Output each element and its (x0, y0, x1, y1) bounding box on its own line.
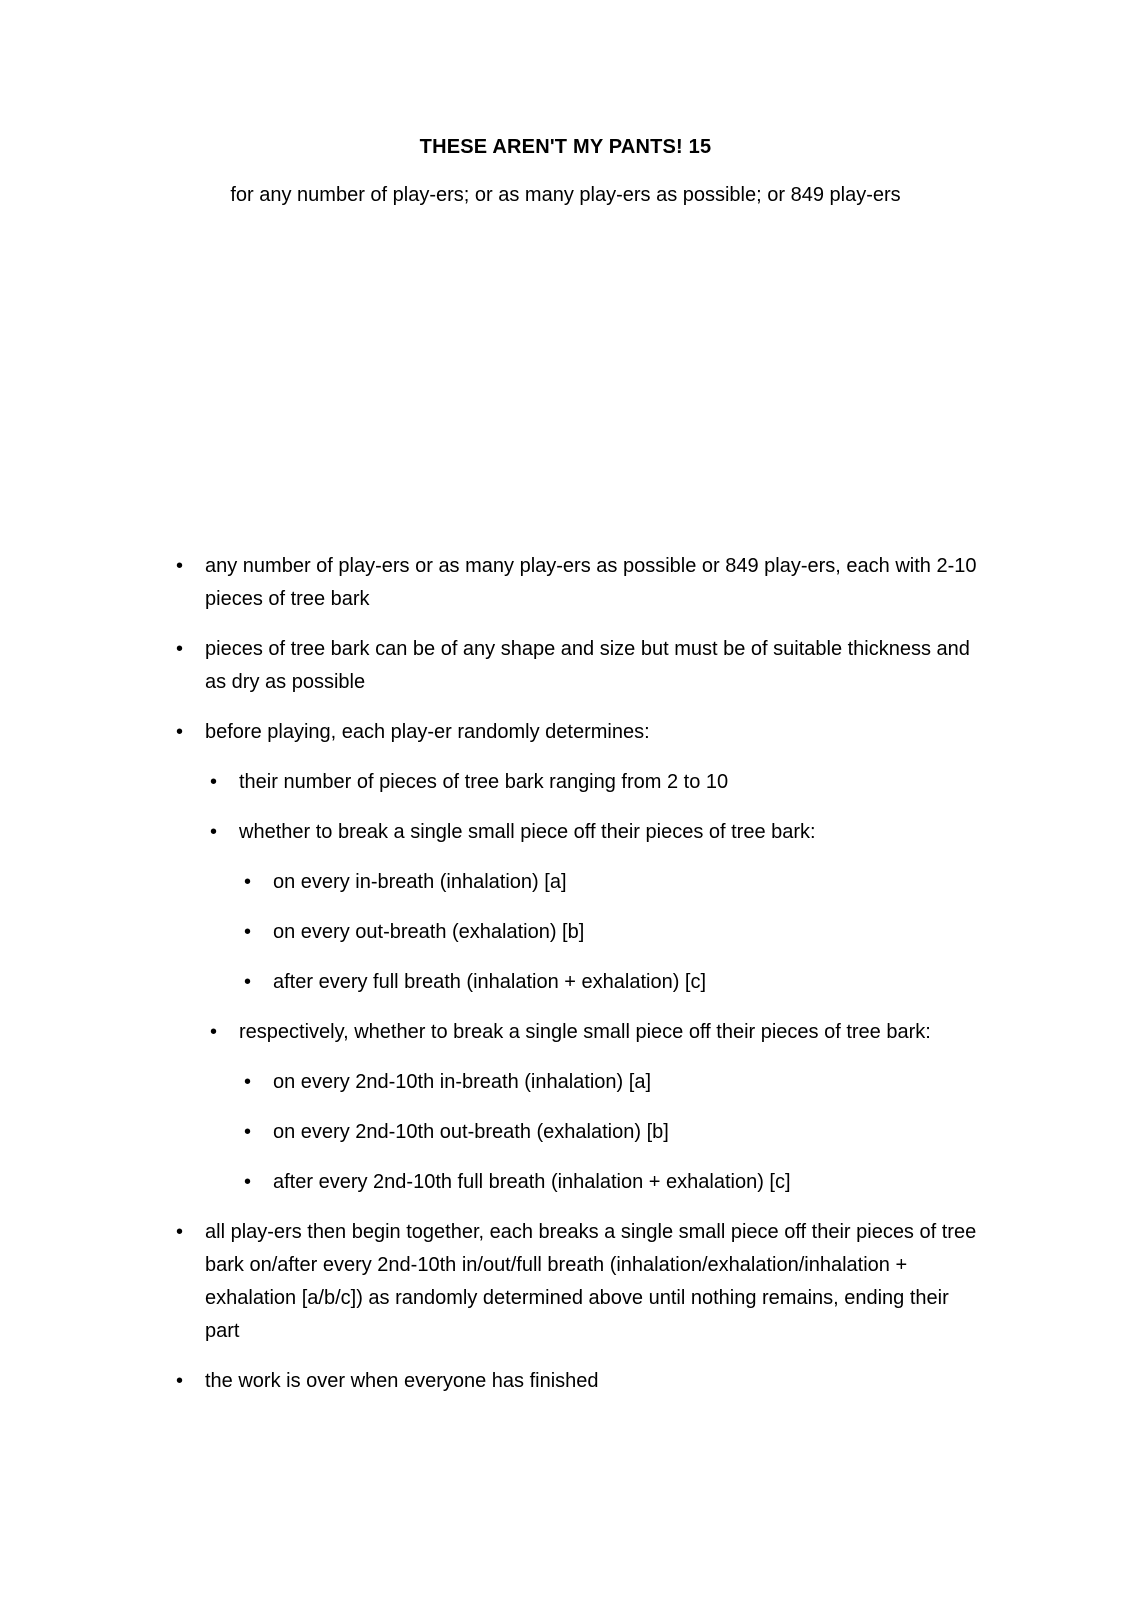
list-item (0, 1166, 985, 1199)
list-item-text: on every out-breath (exhalation) [b] (273, 921, 585, 943)
bullet-icon: • (176, 721, 184, 743)
list-item-text: pieces of tree bark can be of any shape and size but must be of suitable thickness and as dry as possible (205, 638, 970, 693)
bullet-icon: • (176, 638, 184, 660)
list-item (0, 1365, 985, 1398)
list-item (0, 916, 985, 949)
list-item (0, 866, 985, 899)
bullet-icon: • (176, 555, 184, 577)
list-item-text: any number of play-ers or as many play-ers as possible or 849 play-ers, each with 2-10 pieces of tree bark (205, 555, 977, 610)
list-item-text: on every in-breath (inhalation) [a] (273, 871, 567, 893)
page-subtitle: for any number of play-ers; or as many play-ers as possible; or 849 play-ers (230, 184, 901, 206)
bullet-icon: • (244, 1171, 252, 1193)
list-item (0, 766, 985, 799)
bullet-icon: • (244, 921, 252, 943)
list-item-text: respectively, whether to break a single small piece off their pieces of tree bark: (239, 1021, 931, 1043)
list-item-text: after every 2nd-10th full breath (inhalation + exhalation) [c] (273, 1171, 791, 1193)
list-item-text: on every 2nd-10th out-breath (exhalation) [b] (273, 1121, 669, 1143)
page-title: THESE AREN'T MY PANTS! 15 (419, 136, 712, 158)
bullet-icon: • (244, 971, 252, 993)
list-item (0, 633, 985, 699)
list-item-text: on every 2nd-10th in-breath (inhalation) [a] (273, 1071, 652, 1093)
list-item-text: their number of pieces of tree bark ranging from 2 to 10 (239, 771, 729, 793)
list-item (0, 1216, 985, 1348)
list-item (0, 550, 985, 616)
bullet-icon: • (210, 821, 218, 843)
bullet-icon: • (244, 871, 252, 893)
bullet-list (0, 550, 1131, 1398)
list-item-text: all play-ers then begin together, each breaks a single small piece off their pieces of tree bark on/after every 2nd-10th in/out/full breath (inhalation/exhalation/inhalation + exhalation [a/b/c]) as randomly determined above until nothing remains, ending their part (205, 1221, 977, 1342)
bullet-icon: • (210, 1021, 218, 1043)
list-item (0, 966, 985, 999)
list-item-text: whether to break a single small piece off their pieces of tree bark: (239, 821, 816, 843)
list-item-text: before playing, each play-er randomly determines: (205, 721, 650, 743)
bullet-icon: • (210, 771, 218, 793)
bullet-icon: • (244, 1121, 252, 1143)
document-header (0, 0, 1131, 212)
list-item-text: after every full breath (inhalation + exhalation) [c] (273, 971, 707, 993)
list-item-text: the work is over when everyone has finished (205, 1370, 599, 1392)
bullet-icon: • (176, 1221, 184, 1243)
list-item (0, 1066, 985, 1099)
list-item (0, 1016, 985, 1049)
bullet-icon: • (244, 1071, 252, 1093)
bullet-icon: • (176, 1370, 184, 1392)
list-item (0, 716, 985, 749)
list-item (0, 1116, 985, 1149)
list-item (0, 816, 985, 849)
